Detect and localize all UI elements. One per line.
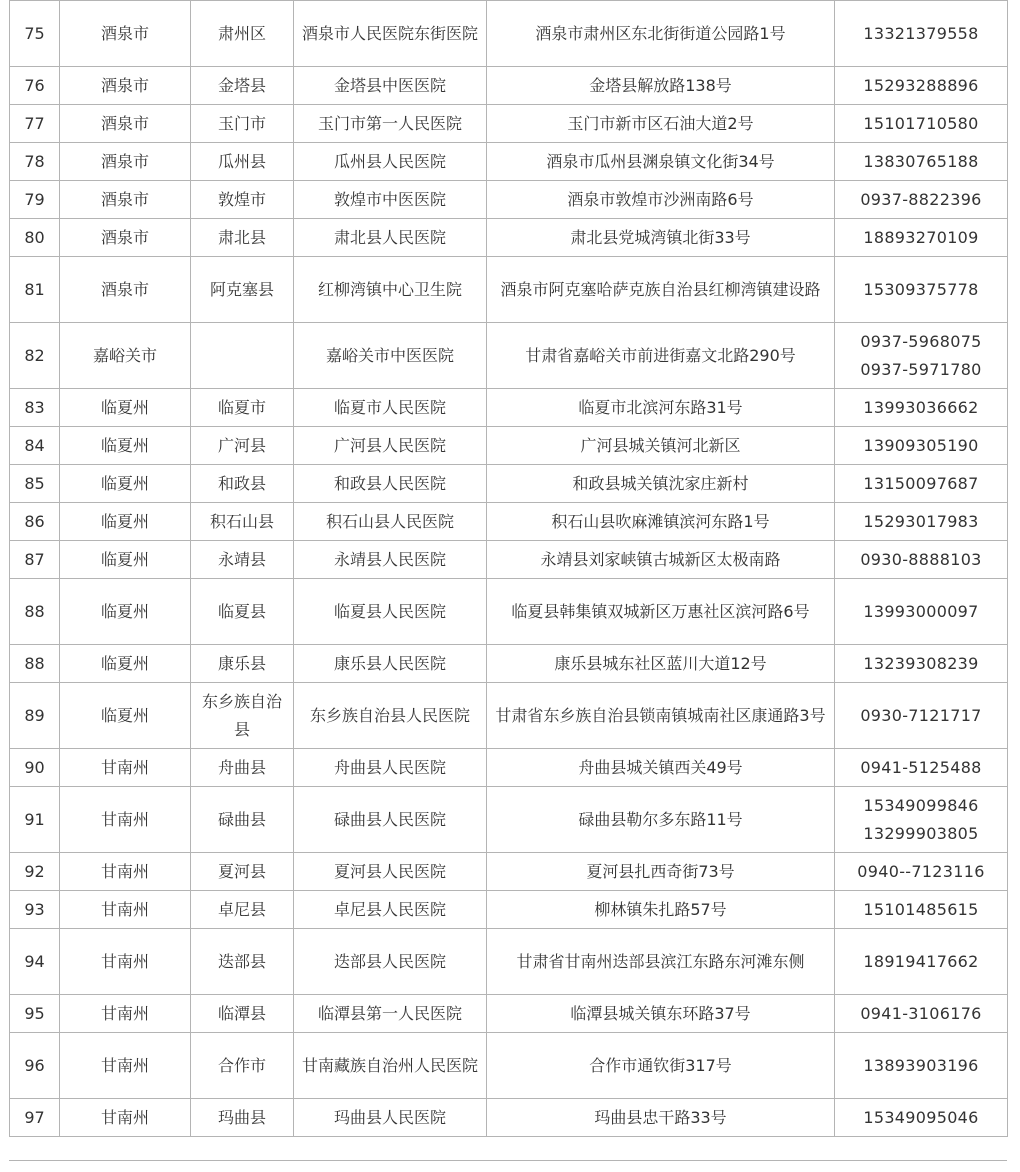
county-cell: 积石山县 [191, 503, 294, 541]
table-row [10, 541, 1008, 579]
hospital-name-cell: 甘南藏族自治州人民医院 [294, 1033, 487, 1099]
row-number-cell: 94 [10, 929, 60, 995]
phone-cell [835, 389, 1008, 427]
phone-cell [835, 143, 1008, 181]
row-number-cell: 82 [10, 323, 60, 389]
hospital-name-cell: 临夏县人民医院 [294, 579, 487, 645]
address-cell: 玛曲县忠干路33号 [487, 1099, 835, 1137]
county-cell: 金塔县 [191, 67, 294, 105]
county-cell: 碌曲县 [191, 787, 294, 853]
city-cell: 临夏州 [60, 541, 191, 579]
city-cell: 甘南州 [60, 749, 191, 787]
hospital-table-body [10, 1, 1008, 1137]
phone-number: 15349099846 [863, 795, 979, 815]
hospital-name-cell: 和政县人民医院 [294, 465, 487, 503]
county-cell: 瓜州县 [191, 143, 294, 181]
table-row [10, 323, 1008, 389]
address-cell: 和政县城关镇沈家庄新村 [487, 465, 835, 503]
phone-cell [835, 257, 1008, 323]
county-cell: 临夏县 [191, 579, 294, 645]
county-cell: 合作市 [191, 1033, 294, 1099]
address-cell: 碌曲县勒尔多东路11号 [487, 787, 835, 853]
address-cell: 酒泉市肃州区东北街街道公园路1号 [487, 1, 835, 67]
phone-cell [835, 465, 1008, 503]
row-number-cell: 85 [10, 465, 60, 503]
address-cell: 夏河县扎西奇街73号 [487, 853, 835, 891]
row-number-cell: 83 [10, 389, 60, 427]
row-number-cell: 75 [10, 1, 60, 67]
phone-cell [835, 219, 1008, 257]
phone-cell [835, 1, 1008, 67]
county-cell: 玛曲县 [191, 1099, 294, 1137]
address-cell: 永靖县刘家峡镇古城新区太极南路 [487, 541, 835, 579]
row-number-cell: 84 [10, 427, 60, 465]
table-row [10, 465, 1008, 503]
row-number-cell: 89 [10, 683, 60, 749]
county-cell: 临潭县 [191, 995, 294, 1033]
address-cell: 临夏县韩集镇双城新区万惠社区滨河路6号 [487, 579, 835, 645]
county-cell: 敦煌市 [191, 181, 294, 219]
city-cell: 临夏州 [60, 579, 191, 645]
table-row [10, 853, 1008, 891]
phone-cell [835, 181, 1008, 219]
phone-number: 0937-5971780 [860, 359, 982, 379]
row-number-cell: 80 [10, 219, 60, 257]
county-cell: 迭部县 [191, 929, 294, 995]
row-number-cell: 92 [10, 853, 60, 891]
city-cell: 嘉峪关市 [60, 323, 191, 389]
row-number-cell: 77 [10, 105, 60, 143]
address-cell: 合作市通钦街317号 [487, 1033, 835, 1099]
table-row [10, 995, 1008, 1033]
hospital-name-cell: 酒泉市人民医院东街医院 [294, 1, 487, 67]
phone-cell [835, 891, 1008, 929]
phone-cell [835, 749, 1008, 787]
phone-cell [835, 503, 1008, 541]
row-number-cell: 91 [10, 787, 60, 853]
row-number-cell: 86 [10, 503, 60, 541]
address-cell: 临潭县城关镇东环路37号 [487, 995, 835, 1033]
phone-cell [835, 323, 1008, 389]
row-number-cell: 81 [10, 257, 60, 323]
city-cell: 甘南州 [60, 1033, 191, 1099]
hospital-name-cell: 肃北县人民医院 [294, 219, 487, 257]
table-row [10, 67, 1008, 105]
city-cell: 酒泉市 [60, 219, 191, 257]
phone-cell [835, 929, 1008, 995]
address-cell: 甘肃省嘉峪关市前进街嘉文北路290号 [487, 323, 835, 389]
address-cell: 广河县城关镇河北新区 [487, 427, 835, 465]
city-cell: 甘南州 [60, 995, 191, 1033]
phone-number: 0937-8822396 [860, 189, 982, 209]
hospital-name-cell: 临夏市人民医院 [294, 389, 487, 427]
hospital-name-cell: 敦煌市中医医院 [294, 181, 487, 219]
table-row [10, 787, 1008, 853]
city-cell: 酒泉市 [60, 1, 191, 67]
county-cell: 卓尼县 [191, 891, 294, 929]
address-cell: 酒泉市敦煌市沙洲南路6号 [487, 181, 835, 219]
phone-cell [835, 853, 1008, 891]
city-cell: 酒泉市 [60, 257, 191, 323]
row-number-cell: 88 [10, 579, 60, 645]
city-cell: 甘南州 [60, 929, 191, 995]
phone-number: 13993036662 [863, 397, 979, 417]
phone-number: 18893270109 [863, 227, 979, 247]
phone-number: 13239308239 [863, 653, 979, 673]
county-cell: 玉门市 [191, 105, 294, 143]
table-row [10, 257, 1008, 323]
phone-number: 0941-3106176 [860, 1003, 982, 1023]
table-row [10, 929, 1008, 995]
row-number-cell: 76 [10, 67, 60, 105]
city-cell: 临夏州 [60, 645, 191, 683]
county-cell: 肃州区 [191, 1, 294, 67]
city-cell: 酒泉市 [60, 181, 191, 219]
hospital-name-cell: 广河县人民医院 [294, 427, 487, 465]
phone-number: 15293288896 [863, 75, 979, 95]
phone-number: 13321379558 [863, 23, 979, 43]
county-cell: 夏河县 [191, 853, 294, 891]
table-row [10, 219, 1008, 257]
phone-number: 15309375778 [863, 279, 979, 299]
county-cell: 阿克塞县 [191, 257, 294, 323]
city-cell: 甘南州 [60, 787, 191, 853]
phone-cell [835, 645, 1008, 683]
phone-number: 0940--7123116 [857, 861, 985, 881]
hospital-name-cell: 卓尼县人民医院 [294, 891, 487, 929]
address-cell: 临夏市北滨河东路31号 [487, 389, 835, 427]
phone-number: 13830765188 [863, 151, 979, 171]
hospital-name-cell: 玉门市第一人民医院 [294, 105, 487, 143]
hospital-name-cell: 碌曲县人民医院 [294, 787, 487, 853]
address-cell: 甘肃省东乡族自治县锁南镇城南社区康通路3号 [487, 683, 835, 749]
county-cell: 临夏市 [191, 389, 294, 427]
city-cell: 酒泉市 [60, 105, 191, 143]
table-row [10, 683, 1008, 749]
table-row [10, 1, 1008, 67]
row-number-cell: 87 [10, 541, 60, 579]
address-cell: 积石山县吹麻滩镇滨河东路1号 [487, 503, 835, 541]
table-row [10, 1099, 1008, 1137]
table-row [10, 105, 1008, 143]
row-number-cell: 96 [10, 1033, 60, 1099]
city-cell: 甘南州 [60, 891, 191, 929]
table-row [10, 749, 1008, 787]
table-row [10, 1033, 1008, 1099]
phone-number: 0930-8888103 [860, 549, 982, 569]
city-cell: 甘南州 [60, 853, 191, 891]
address-cell: 酒泉市瓜州县渊泉镇文化街34号 [487, 143, 835, 181]
address-cell: 舟曲县城关镇西关49号 [487, 749, 835, 787]
phone-number: 0941-5125488 [860, 757, 982, 777]
row-number-cell: 78 [10, 143, 60, 181]
phone-number: 0937-5968075 [860, 331, 982, 351]
phone-cell [835, 995, 1008, 1033]
city-cell: 临夏州 [60, 389, 191, 427]
address-cell: 甘肃省甘南州迭部县滨江东路东河滩东侧 [487, 929, 835, 995]
phone-cell [835, 541, 1008, 579]
hospital-table [9, 0, 1008, 1137]
hospital-name-cell: 嘉峪关市中医医院 [294, 323, 487, 389]
table-row [10, 503, 1008, 541]
city-cell: 临夏州 [60, 503, 191, 541]
table-row [10, 181, 1008, 219]
phone-cell [835, 67, 1008, 105]
table-row [10, 143, 1008, 181]
hospital-name-cell: 红柳湾镇中心卫生院 [294, 257, 487, 323]
county-cell: 东乡族自治县 [191, 683, 294, 749]
county-cell: 舟曲县 [191, 749, 294, 787]
table-row [10, 891, 1008, 929]
hospital-name-cell: 玛曲县人民医院 [294, 1099, 487, 1137]
table-row [10, 427, 1008, 465]
city-cell: 临夏州 [60, 683, 191, 749]
phone-cell [835, 1099, 1008, 1137]
address-cell: 康乐县城东社区蓝川大道12号 [487, 645, 835, 683]
phone-number: 15101485615 [863, 899, 979, 919]
city-cell: 临夏州 [60, 465, 191, 503]
hospital-name-cell: 永靖县人民医院 [294, 541, 487, 579]
phone-cell [835, 579, 1008, 645]
phone-number: 13993000097 [863, 601, 979, 621]
county-cell: 肃北县 [191, 219, 294, 257]
city-cell: 酒泉市 [60, 67, 191, 105]
hospital-name-cell: 迭部县人民医院 [294, 929, 487, 995]
county-cell: 永靖县 [191, 541, 294, 579]
phone-number: 13150097687 [863, 473, 979, 493]
hospital-name-cell: 金塔县中医医院 [294, 67, 487, 105]
hospital-name-cell: 舟曲县人民医院 [294, 749, 487, 787]
table-bottom-border [9, 1160, 1007, 1161]
phone-cell [835, 1033, 1008, 1099]
row-number-cell: 90 [10, 749, 60, 787]
row-number-cell: 79 [10, 181, 60, 219]
city-cell: 甘南州 [60, 1099, 191, 1137]
address-cell: 酒泉市阿克塞哈萨克族自治县红柳湾镇建设路 [487, 257, 835, 323]
table-row [10, 645, 1008, 683]
city-cell: 临夏州 [60, 427, 191, 465]
phone-number: 13909305190 [863, 435, 979, 455]
phone-number: 0930-7121717 [860, 705, 982, 725]
county-cell: 康乐县 [191, 645, 294, 683]
city-cell: 酒泉市 [60, 143, 191, 181]
address-cell: 玉门市新市区石油大道2号 [487, 105, 835, 143]
phone-cell [835, 105, 1008, 143]
address-cell: 柳林镇朱扎路57号 [487, 891, 835, 929]
phone-number: 13299903805 [863, 823, 979, 843]
table-row [10, 579, 1008, 645]
phone-number: 13893903196 [863, 1055, 979, 1075]
hospital-name-cell: 积石山县人民医院 [294, 503, 487, 541]
row-number-cell: 93 [10, 891, 60, 929]
phone-cell [835, 683, 1008, 749]
phone-cell [835, 787, 1008, 853]
county-cell: 和政县 [191, 465, 294, 503]
hospital-name-cell: 临潭县第一人民医院 [294, 995, 487, 1033]
phone-number: 18919417662 [863, 951, 979, 971]
row-number-cell: 97 [10, 1099, 60, 1137]
hospital-name-cell: 东乡族自治县人民医院 [294, 683, 487, 749]
phone-number: 15349095046 [863, 1107, 979, 1127]
row-number-cell: 88 [10, 645, 60, 683]
hospital-name-cell: 夏河县人民医院 [294, 853, 487, 891]
hospital-name-cell: 康乐县人民医院 [294, 645, 487, 683]
row-number-cell: 95 [10, 995, 60, 1033]
county-cell [191, 323, 294, 389]
county-cell: 广河县 [191, 427, 294, 465]
phone-number: 15293017983 [863, 511, 979, 531]
phone-number: 15101710580 [863, 113, 979, 133]
table-row [10, 389, 1008, 427]
address-cell: 肃北县党城湾镇北街33号 [487, 219, 835, 257]
address-cell: 金塔县解放路138号 [487, 67, 835, 105]
phone-cell [835, 427, 1008, 465]
hospital-name-cell: 瓜州县人民医院 [294, 143, 487, 181]
